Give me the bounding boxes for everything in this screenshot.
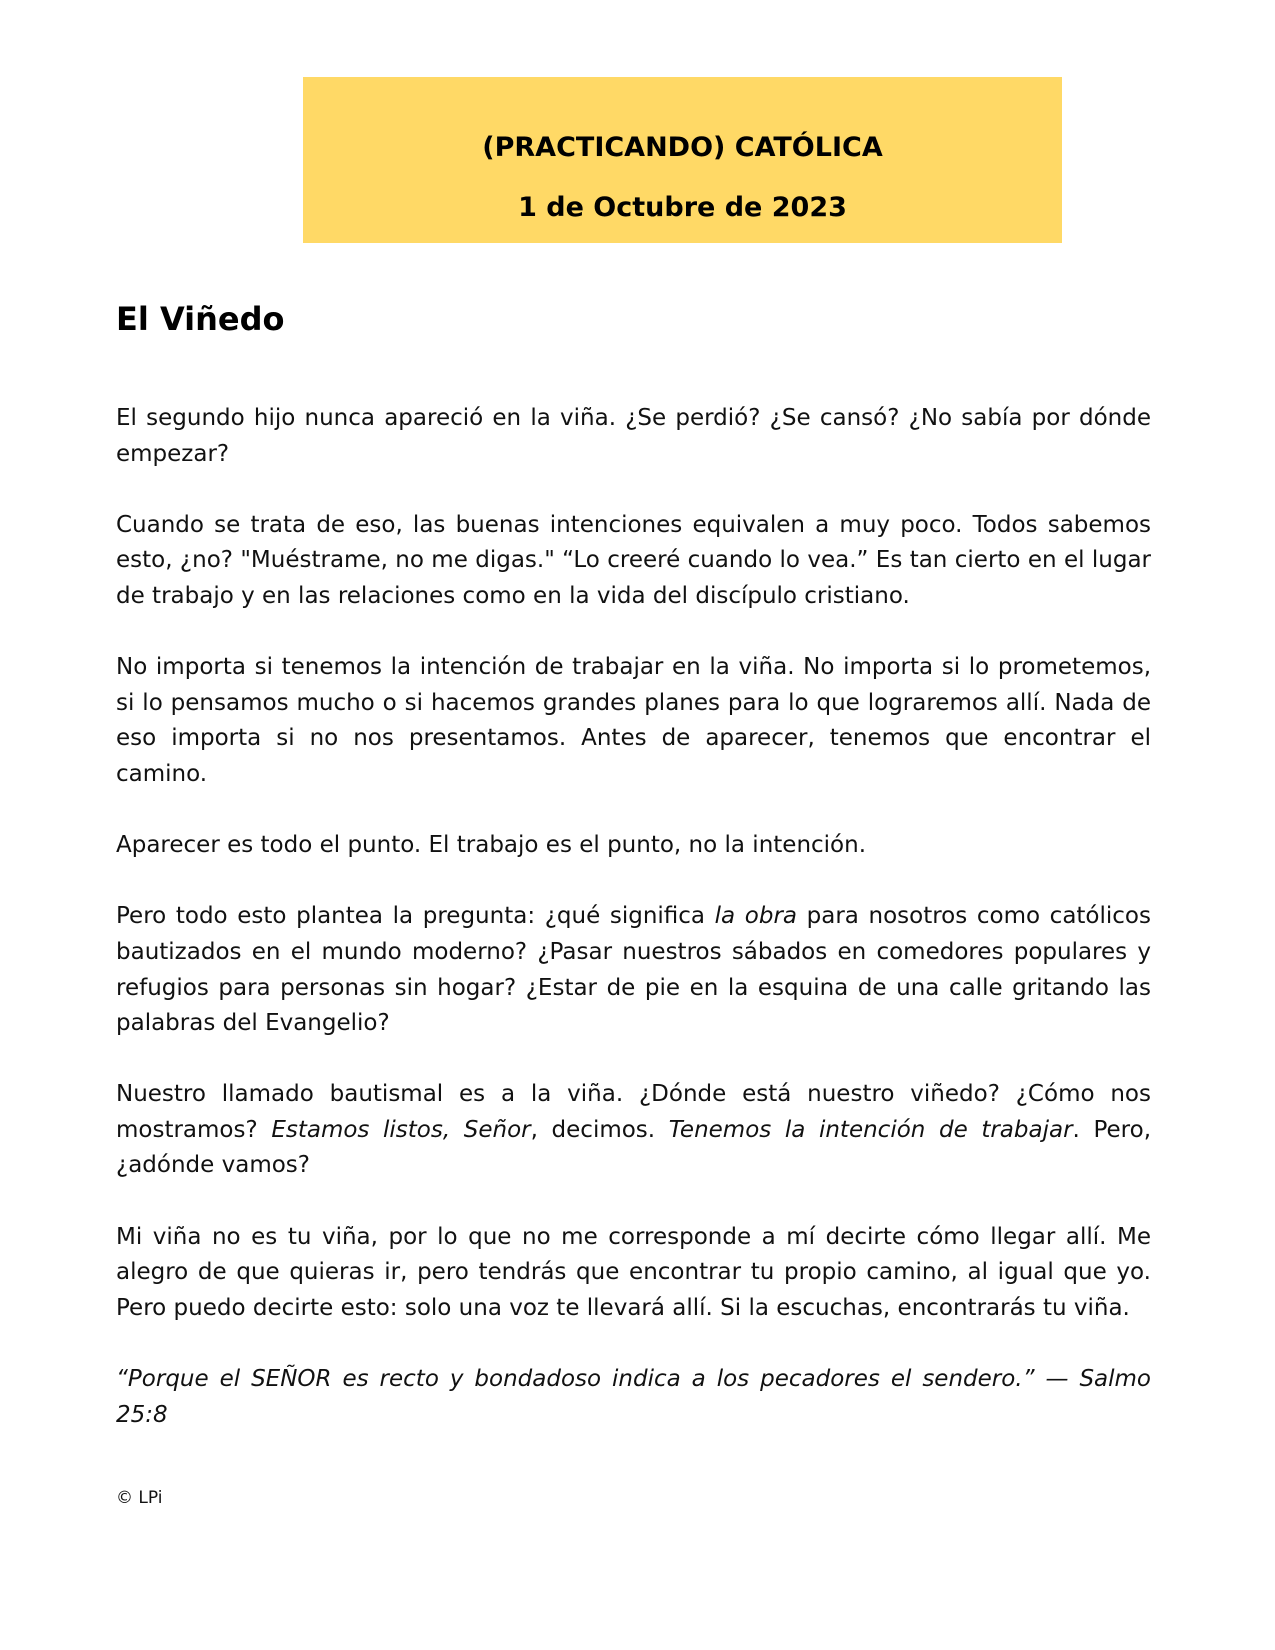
paragraph xyxy=(116,828,1151,864)
document-body xyxy=(116,401,1151,1469)
paragraph-text: No importa si tenemos la intención de trabajar en la viña. No importa si lo prometemos, si lo pensamos mucho o si hacemos grandes planes para lo que lograremos allí. Nada de eso importa si no nos presentamos. Antes de aparecer, tenemos que encontrar el camino. xyxy=(116,654,1151,787)
emphasis-text: Tenemos la intención de trabajar xyxy=(668,1116,1073,1143)
paragraph xyxy=(116,1220,1151,1327)
paragraph-text: Aparecer es todo el punto. El trabajo es el punto, no la intención. xyxy=(116,832,867,859)
header-title: (PRACTICANDO) CATÓLICA xyxy=(482,132,883,163)
paragraph xyxy=(116,650,1151,792)
paragraph xyxy=(116,508,1151,615)
scripture-quote: “Porque el SEÑOR es recto y bondadoso indica a los pecadores el sendero.” — Salmo 25:8 xyxy=(116,1366,1151,1428)
header-banner xyxy=(303,77,1062,243)
paragraph-text: , decimos. xyxy=(530,1116,669,1143)
paragraph-text: Mi viña no es tu viña, por lo que no me corresponde a mí decirte cómo llegar allí. Me alegro de que quieras ir, pero tendrás que encontrar tu propio camino, al igual que yo. Pero puedo decirte esto: solo una voz te llevará allí. Si la escuchas, encontrarás tu viña. xyxy=(116,1223,1151,1321)
copyright-notice: © LPi xyxy=(116,1488,163,1508)
paragraph-text: para nosotros como católicos bautizados en el mundo moderno? ¿Pasar nuestros sábados en comedores populares y refugios para personas sin hogar? ¿Estar de pie en la esquina de una calle gritando las palabras del Evangelio? xyxy=(116,903,1151,1037)
paragraph-text: Cuando se trata de eso, las buenas intenciones equivalen a muy poco. Todos sabemos esto, ¿no? "Muéstrame, no me digas." “Lo creeré cuando lo vea.” Es tan cierto en el lugar de trabajo y en las relaciones como en la vida del discípulo cristiano. xyxy=(116,511,1151,609)
paragraph-text: El segundo hijo nunca apareció en la viña. ¿Se perdió? ¿Se cansó? ¿No sabía por dónde empezar? xyxy=(116,405,1151,467)
header-date: 1 de Octubre de 2023 xyxy=(518,192,847,223)
emphasis-text: la obra xyxy=(714,903,797,930)
paragraph-text: Nuestro llamado bautismal es a la viña. ¿Dónde está nuestro viñedo? ¿Cómo nos mostramos? xyxy=(116,1081,1151,1143)
emphasis-text: Estamos listos, Señor xyxy=(271,1116,531,1143)
paragraph xyxy=(116,1077,1151,1184)
paragraph-text: Pero todo esto plantea la pregunta: ¿qué significa xyxy=(116,903,715,930)
document-title: El Viñedo xyxy=(116,300,285,338)
paragraph-text: . Pero, ¿adónde vamos? xyxy=(116,1116,1152,1179)
paragraph xyxy=(116,401,1151,472)
paragraph xyxy=(116,899,1151,1041)
